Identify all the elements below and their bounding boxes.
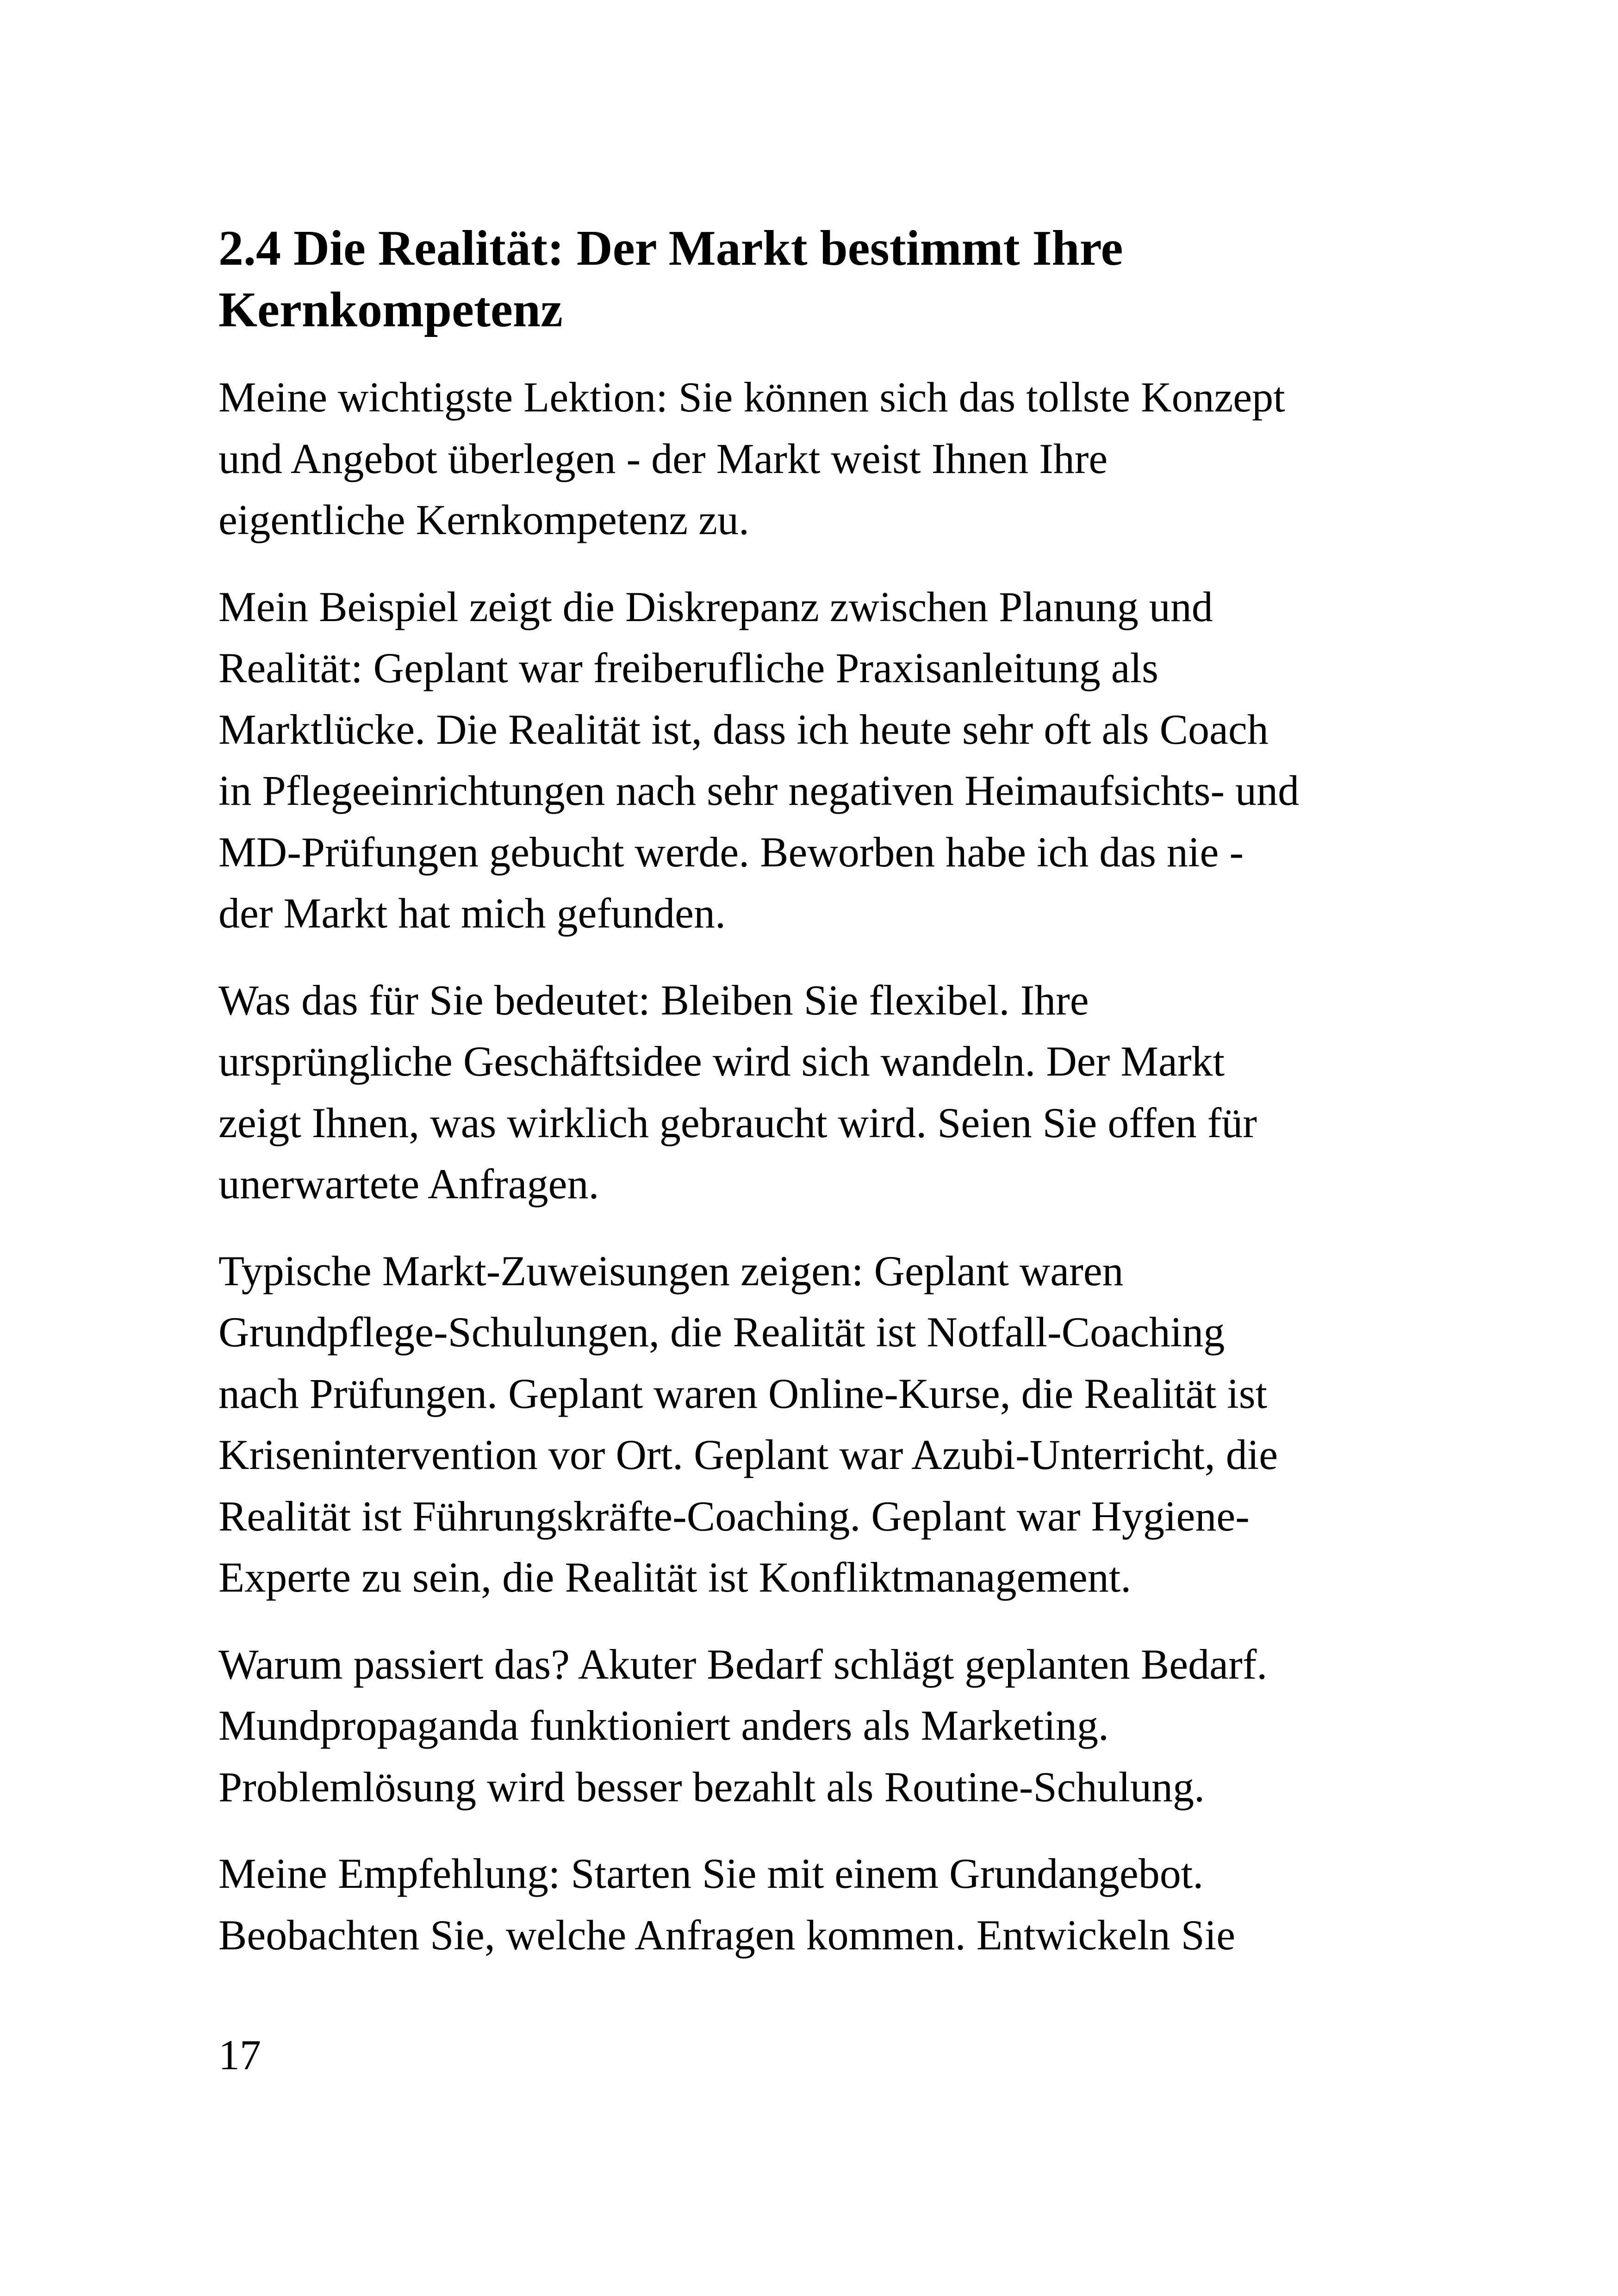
heading-line: 2.4 Die Realität: Der Markt bestimmt Ihre [218, 221, 1123, 276]
text-line: zeigt Ihnen, was wirklich gebraucht wird. Seien Sie offen für [218, 1099, 1257, 1146]
text-line: Realität ist Führungskräfte-Coaching. Geplant war Hygiene- [218, 1492, 1250, 1540]
text-line: Experte zu sein, die Realität ist Konfliktmanagement. [218, 1554, 1132, 1601]
text-line: Was das für Sie bedeutet: Bleiben Sie flexibel. Ihre [218, 976, 1089, 1024]
heading-line: Kernkompetenz [218, 282, 563, 337]
text-line: Grundpflege-Schulungen, die Realität ist Notfall-Coaching [218, 1308, 1225, 1356]
page-content [218, 218, 1422, 1991]
paragraph-lesson [218, 367, 1422, 551]
text-line: ursprüngliche Geschäftsidee wird sich wandeln. Der Markt [218, 1038, 1225, 1085]
paragraph-recommendation [218, 1843, 1422, 1966]
text-line: MD-Prüfungen gebucht werde. Beworben habe ich das nie - [218, 828, 1244, 876]
paragraph-meaning [218, 970, 1422, 1215]
text-line: Krisenintervention vor Ort. Geplant war Azubi-Unterricht, die [218, 1431, 1278, 1478]
paragraph-typical-assignments [218, 1240, 1422, 1608]
text-line: Mein Beispiel zeigt die Diskrepanz zwischen Planung und [218, 583, 1213, 630]
text-line: Beobachten Sie, welche Anfragen kommen. Entwickeln Sie [218, 1911, 1236, 1959]
text-line: nach Prüfungen. Geplant waren Online-Kurse, die Realität ist [218, 1369, 1268, 1417]
text-line: Problemlösung wird besser bezahlt als Routine-Schulung. [218, 1763, 1205, 1811]
section-heading [218, 218, 1422, 341]
page-number: 17 [218, 2031, 261, 2078]
text-line: der Markt hat mich gefunden. [218, 890, 726, 937]
paragraph-why [218, 1634, 1422, 1818]
text-line: in Pflegeeinrichtungen nach sehr negativen Heimaufsichts- und [218, 767, 1300, 814]
text-line: und Angebot überlegen - der Markt weist Ihnen Ihre [218, 435, 1108, 482]
text-line: Mundpropaganda funktioniert anders als Marketing. [218, 1702, 1109, 1749]
text-line: Warum passiert das? Akuter Bedarf schlägt geplanten Bedarf. [218, 1640, 1268, 1688]
text-line: Marktlücke. Die Realität ist, dass ich heute sehr oft als Coach [218, 705, 1269, 753]
text-line: Typische Markt-Zuweisungen zeigen: Geplant waren [218, 1247, 1124, 1294]
paragraph-example [218, 576, 1422, 944]
text-line: unerwartete Anfragen. [218, 1160, 599, 1207]
text-line: eigentliche Kernkompetenz zu. [218, 496, 749, 543]
text-line: Meine Empfehlung: Starten Sie mit einem Grundangebot. [218, 1850, 1204, 1897]
text-line: Realität: Geplant war freiberufliche Praxisanleitung als [218, 644, 1158, 691]
text-line: Meine wichtigste Lektion: Sie können sich das tollste Konzept [218, 373, 1285, 421]
